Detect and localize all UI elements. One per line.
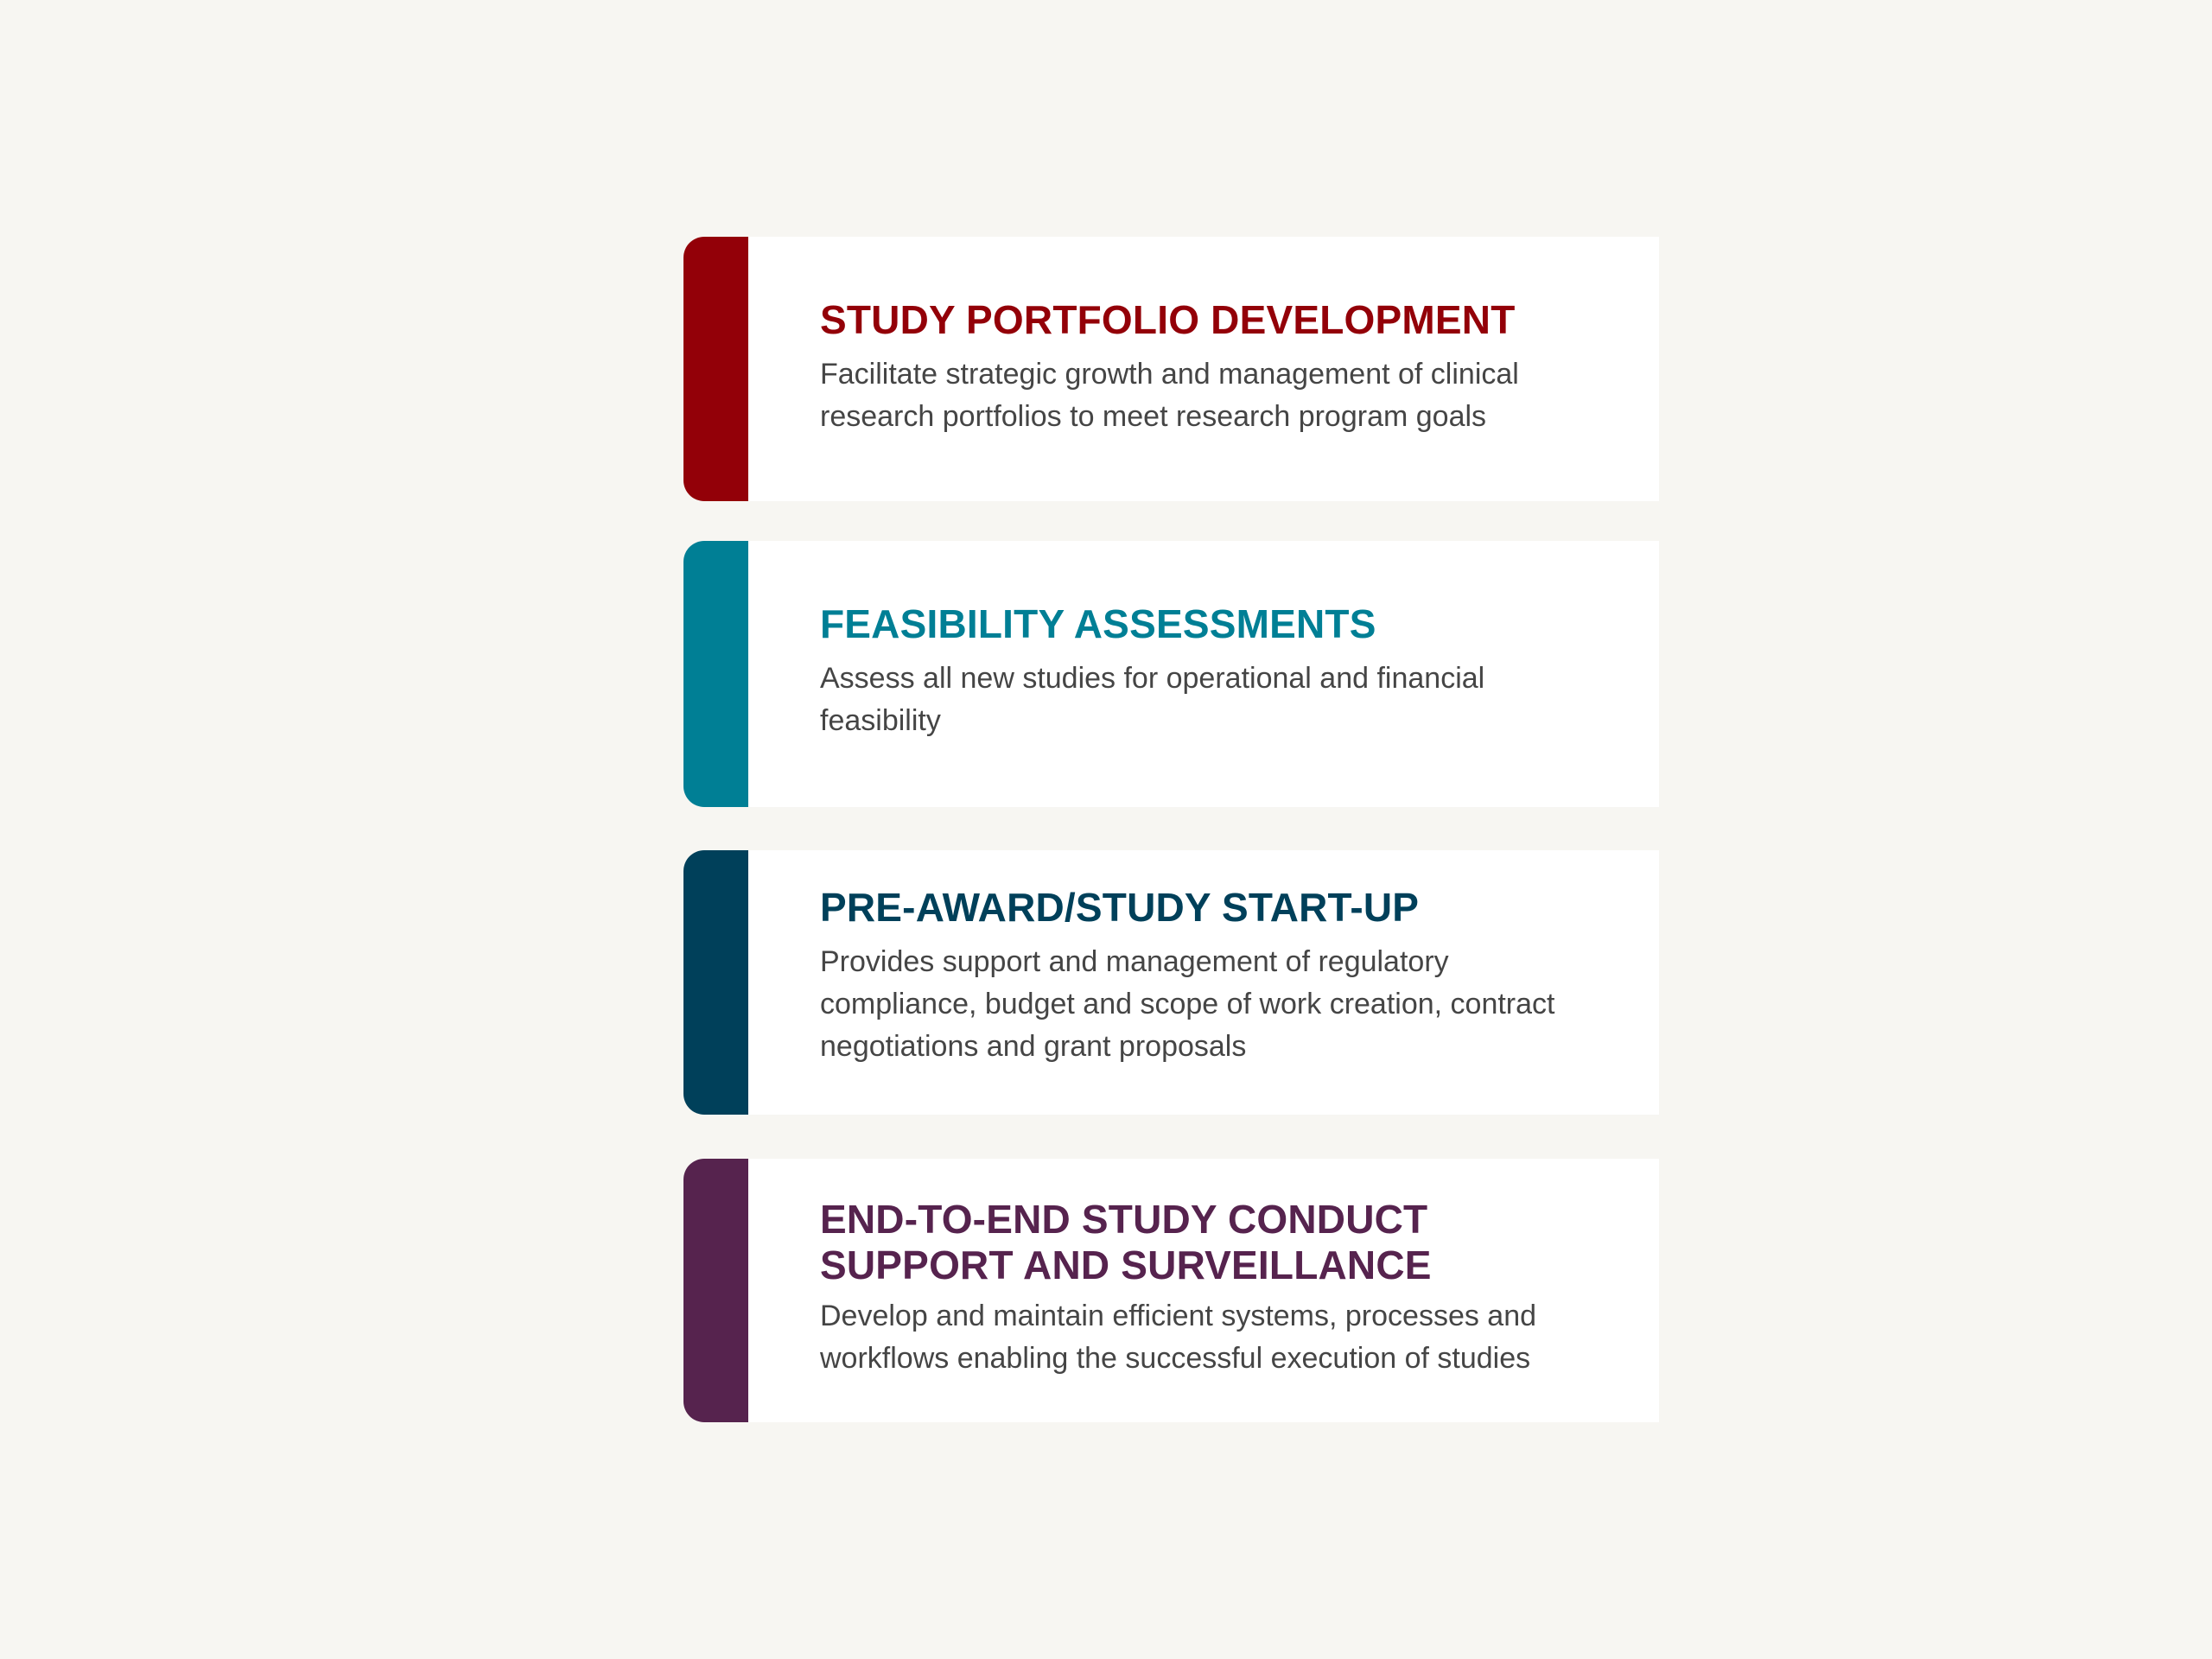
card-content: [820, 885, 1590, 1068]
service-card-end-to-end-study-conduct: [683, 1159, 1659, 1422]
card-title: END-TO-END STUDY CONDUCT SUPPORT AND SURVEILLANCE: [820, 1197, 1432, 1287]
accent-bar: [683, 541, 748, 807]
service-card-feasibility-assessments: [683, 541, 1659, 807]
card-content: [820, 601, 1590, 742]
card-title: PRE-AWARD/STUDY START-UP: [820, 885, 1420, 930]
card-description: Facilitate strategic growth and management of clinical research portfolios to meet research program goals: [820, 358, 1519, 433]
card-title: STUDY PORTFOLIO DEVELOPMENT: [820, 297, 1516, 342]
service-card-study-portfolio-development: [683, 237, 1659, 501]
card-description: Provides support and management of regulatory compliance, budget and scope of work creation, contract negotiations and grant proposals: [820, 945, 1555, 1063]
accent-bar: [683, 237, 748, 501]
card-title: FEASIBILITY ASSESSMENTS: [820, 601, 1376, 646]
card-content: [820, 1197, 1590, 1380]
card-content: [820, 297, 1590, 438]
accent-bar: [683, 850, 748, 1115]
card-description: Develop and maintain efficient systems, processes and workflows enabling the successful execution of studies: [820, 1300, 1537, 1375]
accent-bar: [683, 1159, 748, 1422]
card-description: Assess all new studies for operational and financial feasibility: [820, 662, 1485, 737]
service-card-pre-award-study-start-up: [683, 850, 1659, 1115]
